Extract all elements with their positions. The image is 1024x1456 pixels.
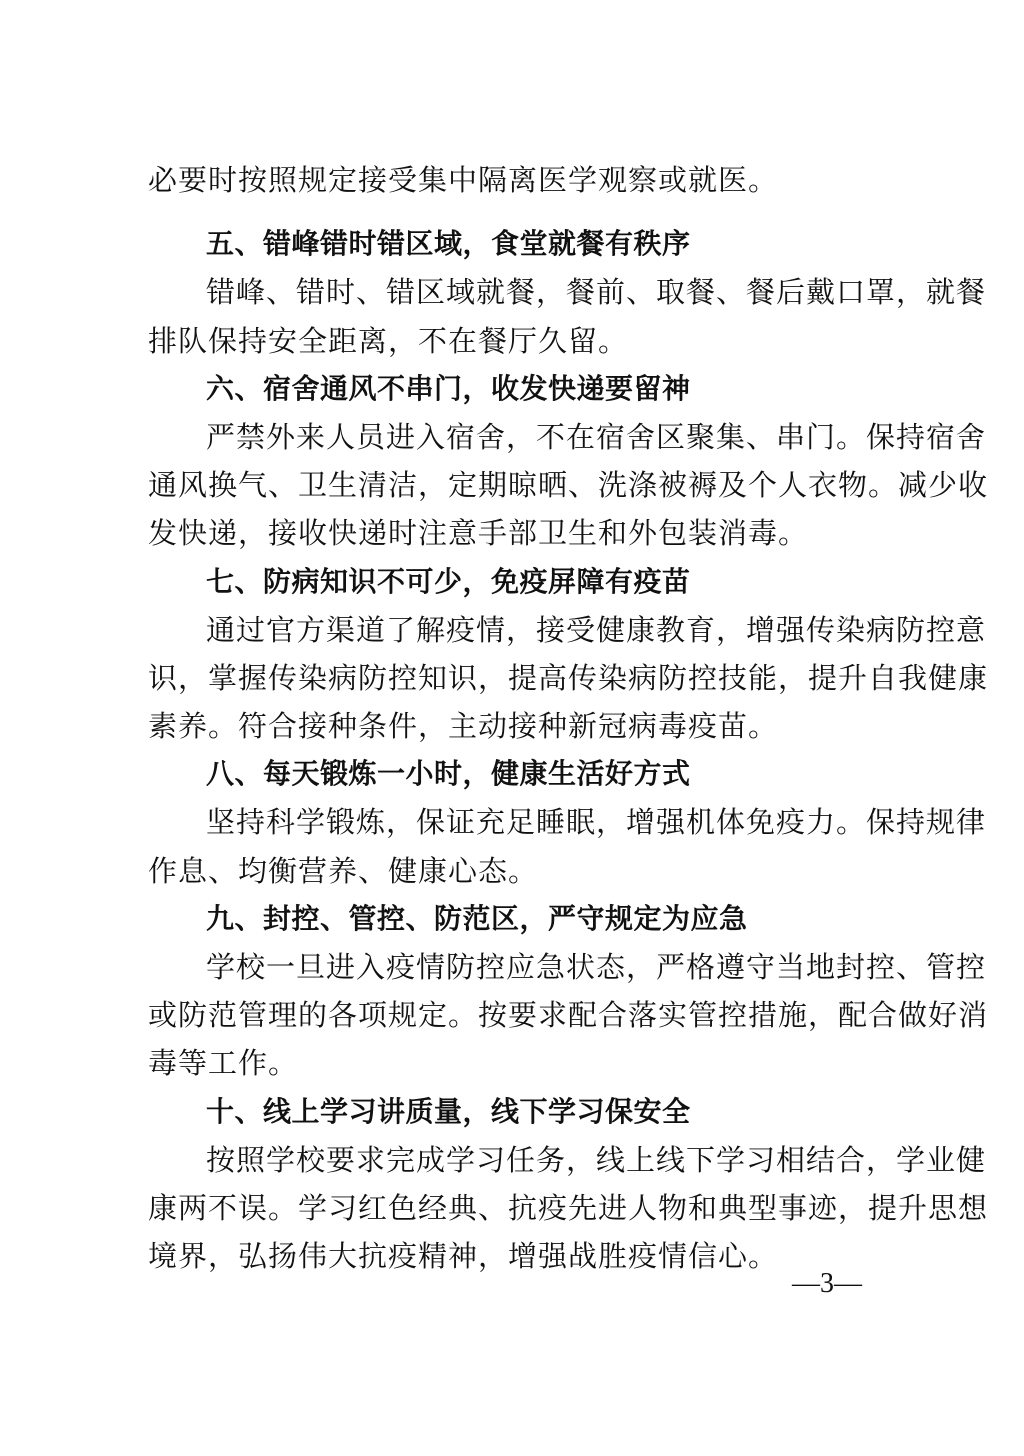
section-paragraph-5	[148, 268, 987, 364]
text-line: 毒等工作。	[148, 1046, 299, 1081]
text-line: 坚持科学锻炼，保证充足睡眠，增强机体免疫力。保持规律	[206, 805, 987, 840]
section-heading-10: 十、线上学习讲质量，线下学习保安全	[206, 1094, 691, 1128]
text-line: 识，掌握传染病防控知识，提高传染病防控技能，提升自我健康	[148, 660, 989, 695]
text-line: 学校一旦进入疫情防控应急状态，严格遵守当地封控、管控	[206, 950, 987, 984]
section-heading-5: 五、错峰错时错区域，食堂就餐有秩序	[206, 227, 691, 261]
text-line: 发快递，接收快递时注意手部卫生和外包装消毒。	[148, 516, 809, 551]
section-heading-9: 九、封控、管控、防范区，严守规定为应急	[206, 901, 748, 935]
page-number: —3—	[792, 1268, 862, 1299]
section-paragraph-7	[148, 606, 989, 751]
text-line: 按照学校要求完成学习任务，线上线下学习相结合，学业健	[206, 1142, 987, 1177]
text-line: 作息、均衡营养、健康心态。	[148, 853, 539, 888]
section-paragraph-9	[148, 943, 989, 1088]
section-paragraph-6	[148, 413, 989, 558]
text-line: 排队保持安全距离，不在餐厅久留。	[148, 323, 629, 358]
text-line: 素养。符合接种条件，主动接种新冠病毒疫苗。	[148, 709, 779, 744]
text-line: 通过官方渠道了解疫情，接受健康教育，增强传染病防控意	[206, 612, 987, 647]
text-line: 境界，弘扬伟大抗疫精神，增强战胜疫情信心。	[148, 1239, 779, 1274]
text-line: 康两不误。学习红色经典、抗疫先进人物和典型事迹，提升思想	[148, 1190, 989, 1225]
document-body	[148, 156, 989, 1280]
text-line: 通风换气、卫生清洁，定期晾晒、洗涤被褥及个人衣物。减少收	[148, 468, 989, 503]
section-paragraph-8	[148, 798, 987, 894]
text-line: 严禁外来人员进入宿舍，不在宿舍区聚集、串门。保持宿舍	[206, 419, 987, 454]
section-heading-6: 六、宿舍通风不串门，收发快递要留神	[206, 371, 691, 405]
text-line: 或防范管理的各项规定。按要求配合落实管控措施，配合做好消	[148, 998, 989, 1033]
text-line: 错峰、错时、错区域就餐，餐前、取餐、餐后戴口罩，就餐	[206, 275, 987, 310]
text-line: 必要时按照规定接受集中隔离医学观察或就医。	[148, 163, 779, 197]
section-heading-7: 七、防病知识不可少，免疫屏障有疫苗	[206, 564, 691, 598]
section-heading-8: 八、每天锻炼一小时，健康生活好方式	[206, 757, 691, 791]
section-paragraph-10	[148, 1136, 989, 1281]
